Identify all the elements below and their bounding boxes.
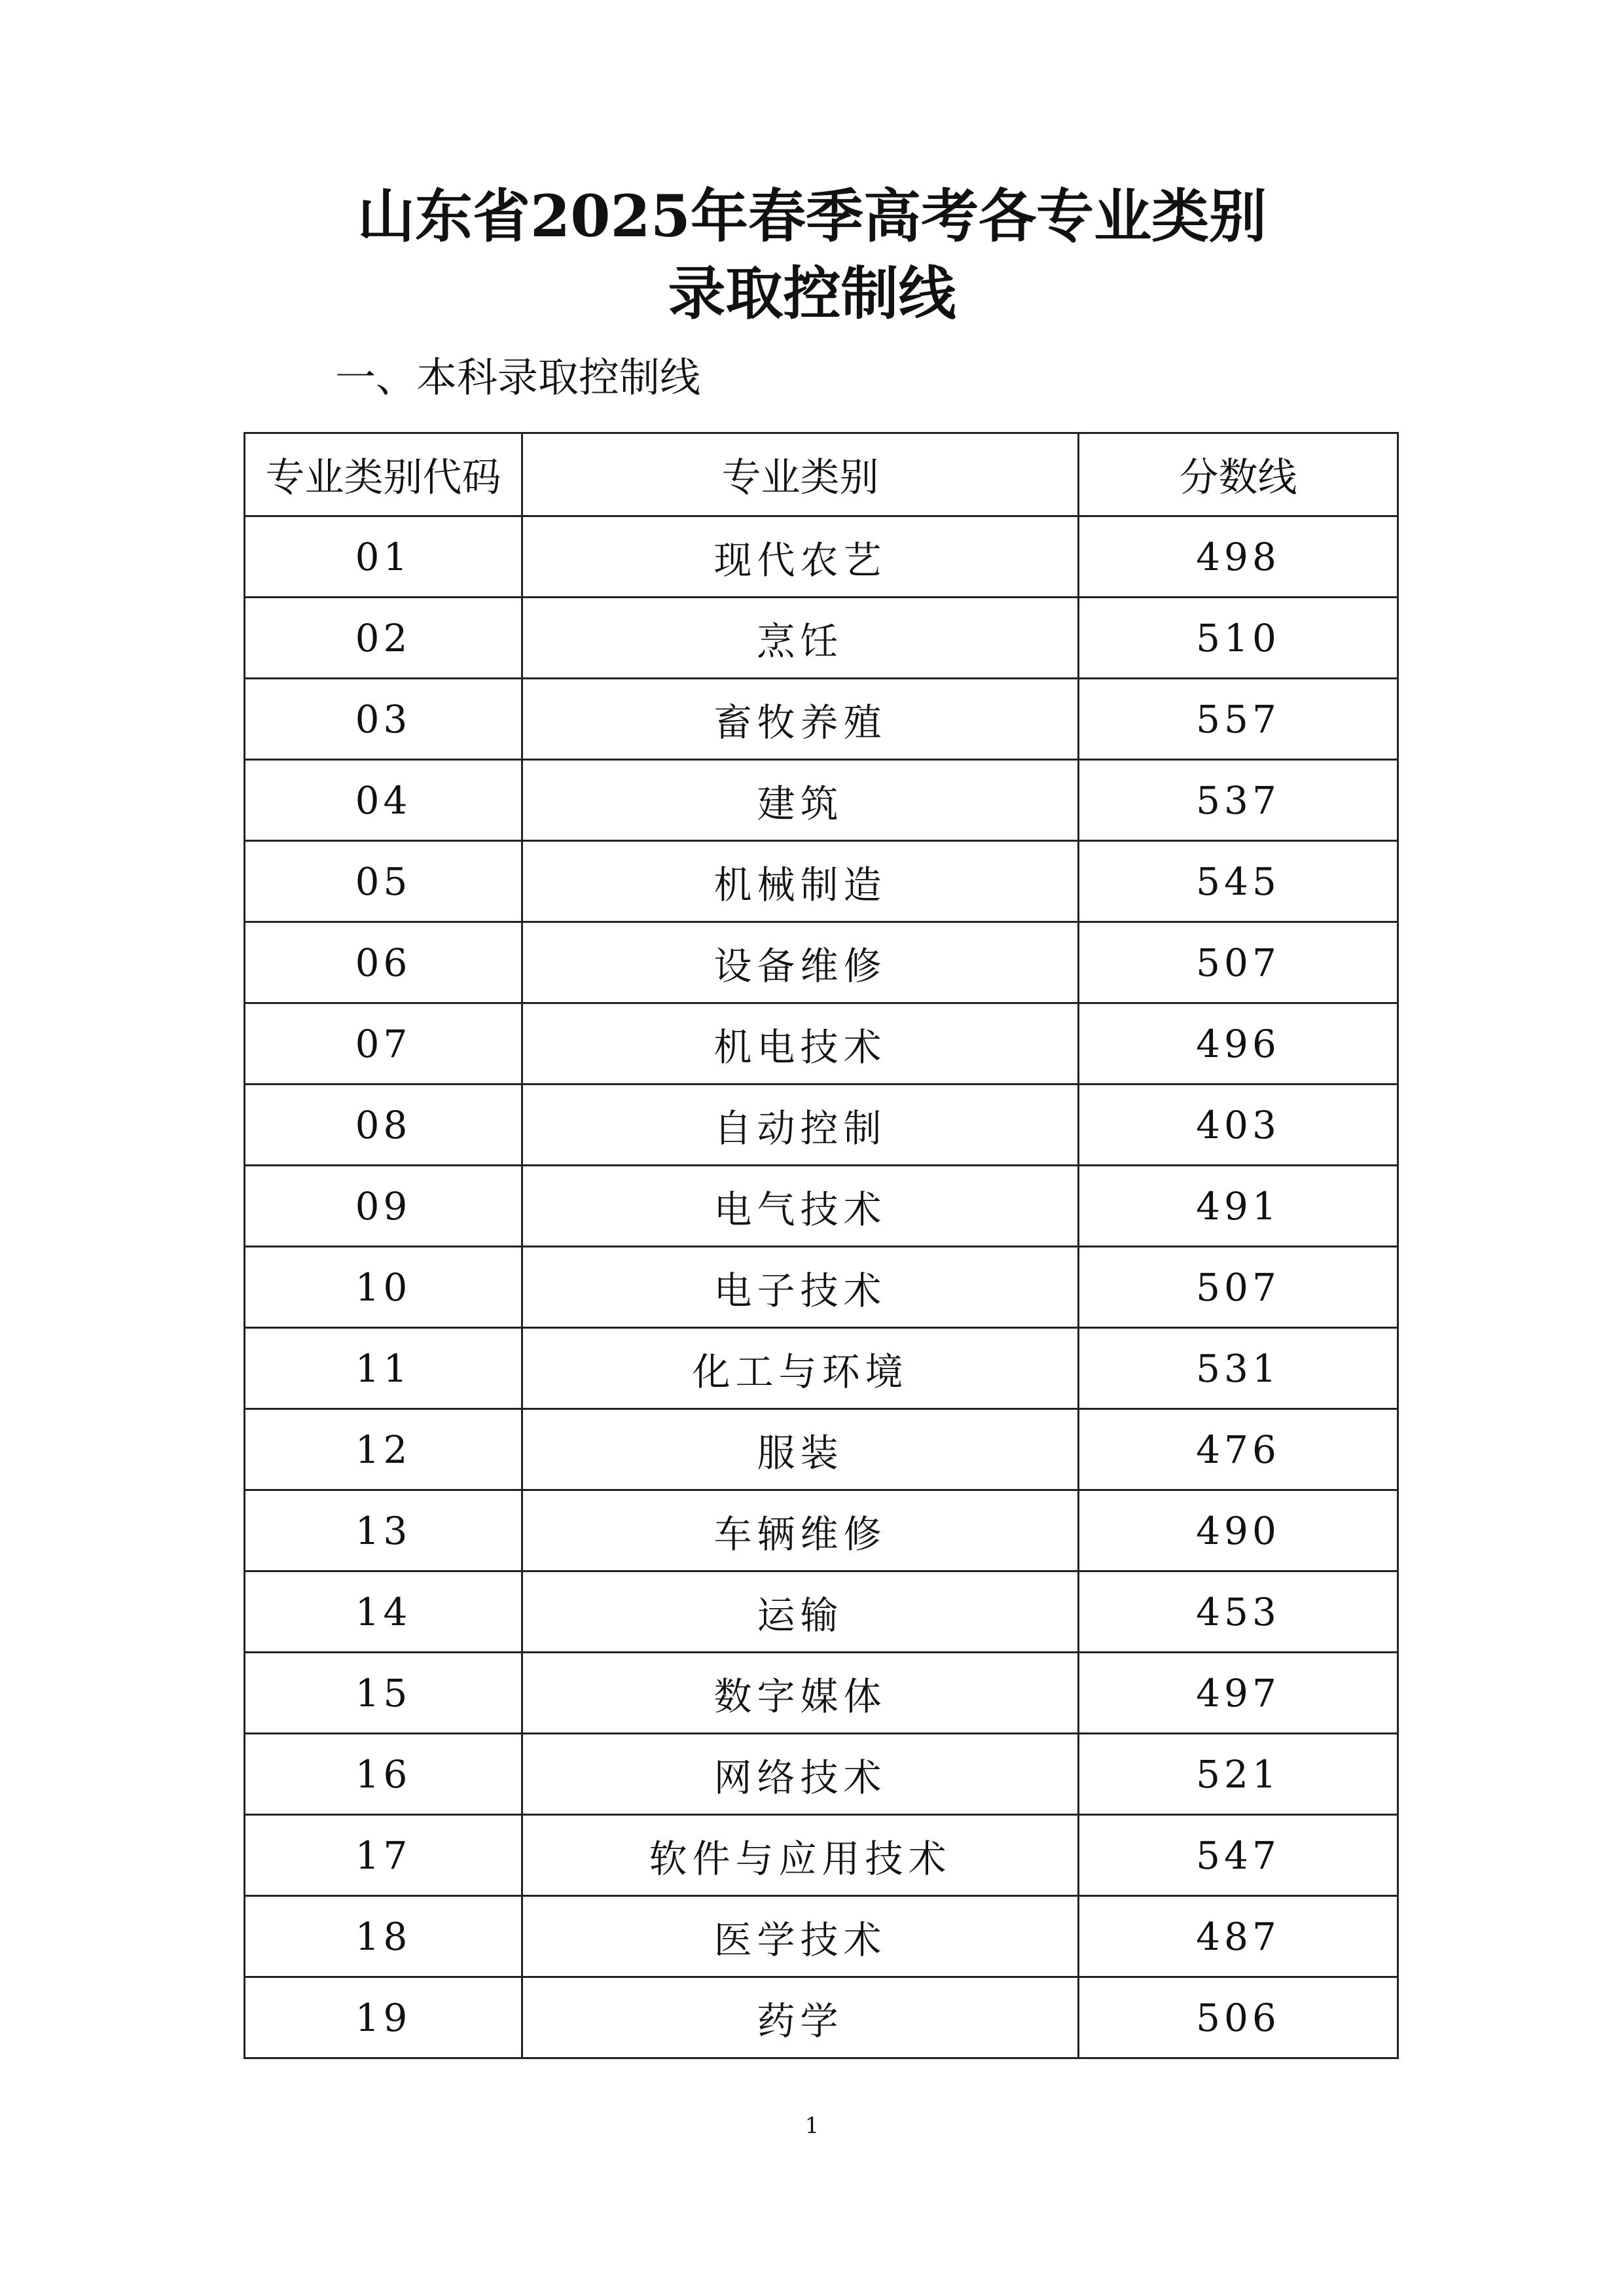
table-row (245, 841, 1398, 922)
category-name-cell: 服装 (522, 1409, 1079, 1490)
category-name-cell: 车辆维修 (522, 1490, 1079, 1571)
category-code-cell: 19 (245, 1977, 522, 2058)
score-line-cell: 476 (1079, 1409, 1398, 1490)
score-line-cell: 496 (1079, 1003, 1398, 1085)
category-code-cell: 09 (245, 1166, 522, 1247)
category-name-cell: 电气技术 (522, 1166, 1079, 1247)
table-row (245, 679, 1398, 760)
category-code-cell: 15 (245, 1653, 522, 1734)
category-code-cell: 05 (245, 841, 522, 922)
score-line-cell: 491 (1079, 1166, 1398, 1247)
admission-score-table (244, 432, 1399, 2059)
category-name-cell: 数字媒体 (522, 1653, 1079, 1734)
section-heading: 一、本科录取控制线 (335, 353, 701, 401)
category-name-cell: 化工与环境 (522, 1328, 1079, 1409)
table-row (245, 1328, 1398, 1409)
category-name-cell: 运输 (522, 1571, 1079, 1653)
category-code-cell: 12 (245, 1409, 522, 1490)
category-name-cell: 网络技术 (522, 1734, 1079, 1815)
table-row (245, 1003, 1398, 1085)
table-row (245, 1085, 1398, 1166)
category-code-cell: 06 (245, 922, 522, 1003)
document-title-line2: 录取控制线 (668, 259, 956, 327)
category-code-cell: 08 (245, 1085, 522, 1166)
table-row (245, 598, 1398, 679)
header-score-line: 分数线 (1079, 433, 1398, 516)
category-name-cell: 建筑 (522, 760, 1079, 841)
score-line-cell: 497 (1079, 1653, 1398, 1734)
category-code-cell: 10 (245, 1247, 522, 1328)
page-number: 1 (804, 2113, 820, 2139)
category-name-cell: 设备维修 (522, 922, 1079, 1003)
table-row (245, 1896, 1398, 1977)
table-row (245, 922, 1398, 1003)
score-line-cell: 403 (1079, 1085, 1398, 1166)
score-line-cell: 531 (1079, 1328, 1398, 1409)
header-category: 专业类别 (522, 433, 1079, 516)
header-category-code: 专业类别代码 (245, 433, 522, 516)
score-line-cell: 487 (1079, 1896, 1398, 1977)
category-code-cell: 04 (245, 760, 522, 841)
category-name-cell: 烹饪 (522, 598, 1079, 679)
category-code-cell: 01 (245, 516, 522, 598)
table-row (245, 1409, 1398, 1490)
table-row (245, 1571, 1398, 1653)
score-line-cell: 498 (1079, 516, 1398, 598)
table-row (245, 1166, 1398, 1247)
category-name-cell: 现代农艺 (522, 516, 1079, 598)
score-line-cell: 545 (1079, 841, 1398, 922)
category-name-cell: 自动控制 (522, 1085, 1079, 1166)
document-title-line1: 山东省2025年春季高考各专业类别 (357, 182, 1267, 250)
score-line-cell: 507 (1079, 922, 1398, 1003)
score-line-cell: 547 (1079, 1815, 1398, 1896)
score-line-cell: 490 (1079, 1490, 1398, 1571)
category-code-cell: 18 (245, 1896, 522, 1977)
table-row (245, 1247, 1398, 1328)
category-name-cell: 畜牧养殖 (522, 679, 1079, 760)
table-header-row (245, 433, 1398, 516)
category-code-cell: 16 (245, 1734, 522, 1815)
category-code-cell: 02 (245, 598, 522, 679)
category-name-cell: 医学技术 (522, 1896, 1079, 1977)
category-name-cell: 药学 (522, 1977, 1079, 2058)
table-row (245, 516, 1398, 598)
score-line-cell: 453 (1079, 1571, 1398, 1653)
score-line-cell: 507 (1079, 1247, 1398, 1328)
table-row (245, 1977, 1398, 2058)
category-code-cell: 07 (245, 1003, 522, 1085)
table-row (245, 760, 1398, 841)
score-line-cell: 510 (1079, 598, 1398, 679)
category-name-cell: 电子技术 (522, 1247, 1079, 1328)
score-line-cell: 557 (1079, 679, 1398, 760)
category-name-cell: 机械制造 (522, 841, 1079, 922)
table-row (245, 1815, 1398, 1896)
score-line-cell: 506 (1079, 1977, 1398, 2058)
category-name-cell: 软件与应用技术 (522, 1815, 1079, 1896)
category-code-cell: 03 (245, 679, 522, 760)
score-line-cell: 537 (1079, 760, 1398, 841)
category-code-cell: 17 (245, 1815, 522, 1896)
category-code-cell: 13 (245, 1490, 522, 1571)
category-name-cell: 机电技术 (522, 1003, 1079, 1085)
table-row (245, 1653, 1398, 1734)
category-code-cell: 11 (245, 1328, 522, 1409)
table-body (245, 516, 1398, 2058)
table-row (245, 1490, 1398, 1571)
category-code-cell: 14 (245, 1571, 522, 1653)
table-row (245, 1734, 1398, 1815)
score-line-cell: 521 (1079, 1734, 1398, 1815)
